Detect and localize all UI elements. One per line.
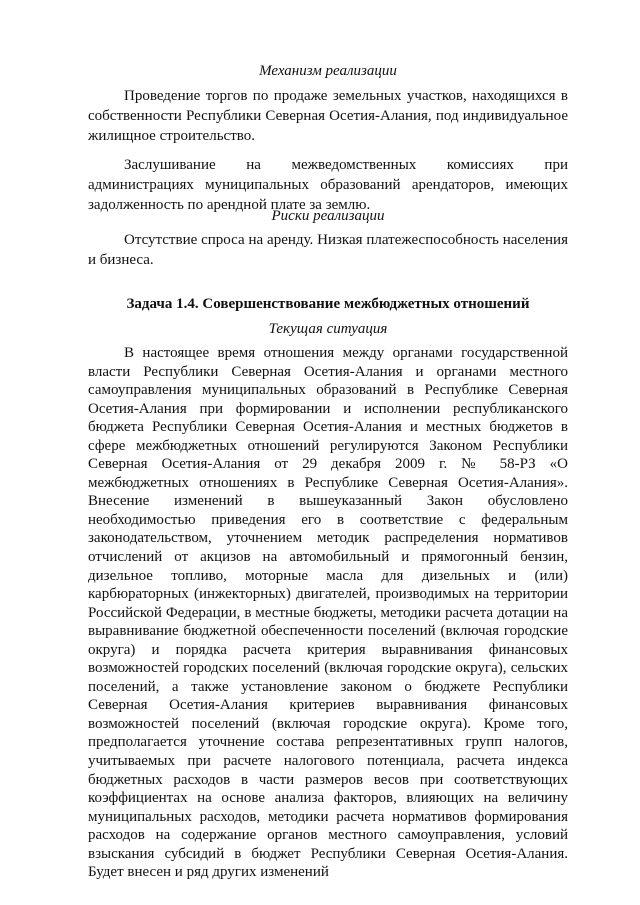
paragraph-auction: Проведение торгов по продаже земельных участков, находящихся в собственности Республики Северная Осетия-Алания, под индивидуальное жилищное строительство. — [88, 88, 568, 144]
section-heading-mechanism: Механизм реализации — [259, 63, 397, 79]
section-heading-risks: Риски реализации — [271, 208, 385, 224]
section-heading-current-situation: Текущая ситуация — [268, 321, 388, 337]
task-title: Задача 1.4. Совершенствование межбюджетных отношений — [126, 296, 530, 312]
paragraph-risks: Отсутствие спроса на аренду. Низкая платежеспособность населения и бизнеса. — [88, 232, 568, 268]
paragraph-current-situation: В настоящее время отношения между органами государственной власти Республики Северная Осетия-Алания и органами местного самоуправления муниципальных образований в Республике Северная Осетия-Алания при формировании и исполнении республиканского бюджета Республики Северная Осетия-Алания и местных бюджетов в сфере межбюджетных отношений регулируются Законом Республики Северная Осетия-Алания от 29 декабря 2009 г. № 58-РЗ «О межбюджетных отношениях в Республике Северная Осетия-Алания». Внесение изменений в вышеуказанный Закон обусловлено необходимостью приведения его в соответствие с федеральным законодательством, уточнением методик распределения нормативов отчислений от акцизов на автомобильный и прямогонный бензин, дизельное топливо, моторные масла для дизельных и (или) карбюраторных (инжекторных) двигателей, производимых на территории Российской Федерации, в местные бюджеты, методики расчета дотации на выравнивание бюджетной обеспеченности поселений (включая городские округа) и порядка расчета критерия выравнивания финансовых возможностей городских поселений (включая городские округа), сельских поселений, а также установление законом о бюджете Республики Северная Осетия-Алания критериев выравнивания финансовых возможностей поселений (включая городские округа). Кроме того, предполагается уточнение состава репрезентативных групп налогов, учитываемых при расчете налогового потенциала, расчета индекса бюджетных расходов в части размеров весов при соответствующих коэффициентах на основе анализа факторов, влияющих на величину муниципальных расходов, методики расчета нормативов формирования расходов на содержание органов местного самоуправления, условий взыскания субсидий в бюджет Республики Северная Осетия-Алания. Будет внесен и ряд других изменений — [88, 345, 568, 881]
paragraph-commissions: Заслушивание на межведомственных комиссиях при администрациях муниципальных образований арендаторов, имеющих задолженность по арендной плате за землю. — [88, 157, 568, 213]
section-current-situation-body — [88, 344, 568, 882]
section-risks-body — [88, 230, 568, 270]
section-mechanism-body — [88, 86, 568, 215]
